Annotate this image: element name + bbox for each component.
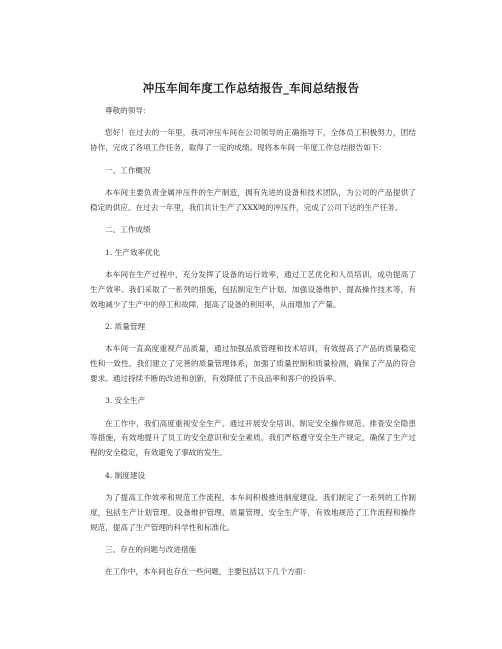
subsection-heading: 1. 生产效率优化 <box>105 247 161 257</box>
salutation: 尊敬的领导： <box>105 106 151 115</box>
subsection-heading: 2. 质量管理 <box>105 321 146 331</box>
subsection-heading: 4. 制度建设 <box>105 470 146 480</box>
section-paragraph: 本车间主要负责金属冲压件的生产制造，拥有先进的设备和技术团队，为公司的产品提供了稳定的供应。在过去一年里，我们共计生产了XXX吨的冲压件，完成了公司下达的生产任务。 <box>90 187 416 212</box>
section-heading: 三、存在的问题与改进措施 <box>105 545 197 555</box>
intro-paragraph: 您好！在过去的一年里，我司冲压车间在公司领导的正确指导下，全体员工积极努力，团结协作，完成了各项工作任务，取得了一定的成绩。现将本车间一年度工作总结报告如下： <box>90 128 416 153</box>
subsection-heading: 3. 安全生产 <box>105 396 146 406</box>
document-title: 冲压车间年度工作总结报告_车间总结报告 <box>142 81 360 95</box>
subsection-paragraph: 为了提高工作效率和规范工作流程，本车间积极推进制度建设。我们制定了一系列的工作制度，包括生产计划管理、设备维护管理、质量管理、安全生产等，有效地规范了工作流程和操作规范，提高了生产管理的科学性和标准化。 <box>90 493 416 532</box>
subsection-paragraph: 在工作中，我们高度重视安全生产。通过开展安全培训、制定安全操作规范、排查安全隐患等措施，有效地提升了员工的安全意识和安全素质。我们严格遵守安全生产规定，确保了生产过程的安全稳定，有效避免了事故的发生。 <box>90 418 416 458</box>
document-body <box>90 104 416 588</box>
section-heading: 一、工作概况 <box>105 165 151 175</box>
subsection-paragraph: 本车间在生产过程中，充分发挥了设备的运行效率，通过工艺优化和人员培训，成功提高了生产效率。我们采取了一系列的措施，包括制定生产计划、加强设备维护、提高操作技术等，有效地减少了生产中的停工和故障，提高了设备的利用率，从而增加了产量。 <box>90 269 416 309</box>
section-paragraph: 在工作中，本车间也存在一些问题，主要包括以下几个方面： <box>105 567 311 577</box>
section-heading: 二、工作成绩 <box>105 225 151 235</box>
subsection-paragraph: 本车间一直高度重视产品质量，通过加强品质管理和技术培训，有效提高了产品的质量稳定性和一致性。我们建立了完善的质量管理体系，加强了质量控制和质量检测，确保了产品的符合要求。通过持续不断的改进和创新，有效降低了不良品率和客户的投诉率。 <box>90 344 416 383</box>
